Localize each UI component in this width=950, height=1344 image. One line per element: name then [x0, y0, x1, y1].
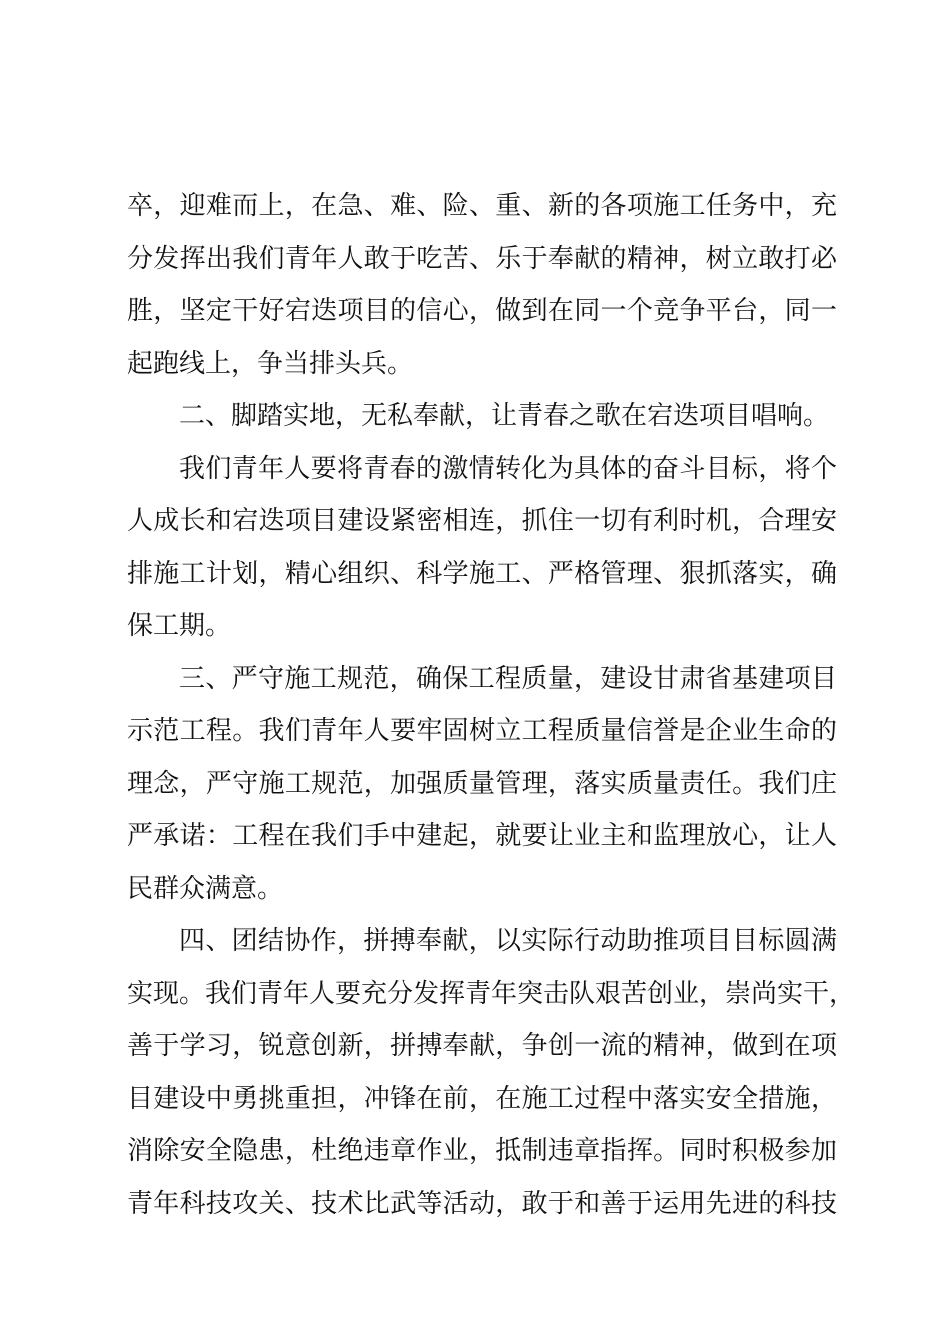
document-body	[127, 180, 856, 1230]
text-line: 分发挥出我们青年人敢于吃苦、乐于奉献的精神，树立敢打必	[127, 243, 837, 274]
text-line: 民群众满意。	[127, 873, 284, 904]
text-line: 卒，迎难而上，在急、难、险、重、新的各项施工任务中，充	[127, 191, 837, 221]
text-line: 目建设中勇挑重担，冲锋在前，在施工过程中落实安全措施，	[127, 1083, 837, 1114]
text-line: 实现。我们青年人要充分发挥青年突击队艰苦创业，崇尚实干，	[127, 978, 856, 1009]
text-line: 消除安全隐患，杜绝违章作业，抵制违章指挥。同时积极参加	[127, 1136, 837, 1166]
text-line: 严承诺：工程在我们手中建起，就要让业主和监理放心，让人	[127, 821, 837, 851]
text-line: 理念，严守施工规范，加强质量管理，落实质量责任。我们庄	[127, 768, 837, 799]
section-heading-4: 四、团结协作，拼搏奉献，以实际行动助推项目目标圆满	[179, 926, 837, 956]
section-heading-2: 二、脚踏实地，无私奉献，让青春之歌在宕迭项目唱响。	[179, 401, 830, 431]
text-line: 我们青年人要将青春的激情转化为具体的奋斗目标，将个	[179, 453, 837, 484]
text-line: 胜，坚定干好宕迭项目的信心，做到在同一个竞争平台，同一	[127, 296, 837, 326]
section-heading-3: 三、严守施工规范，确保工程质量，建设甘肃省基建项目	[179, 663, 837, 694]
text-line: 善于学习，锐意创新，拼搏奉献，争创一流的精神，做到在项	[127, 1031, 837, 1061]
text-line: 人成长和宕迭项目建设紧密相连，抓住一切有利时机，合理安	[127, 506, 837, 536]
text-line: 保工期。	[127, 611, 232, 641]
text-line: 示范工程。我们青年人要牢固树立工程质量信誉是企业生命的	[127, 716, 837, 746]
text-line: 排施工计划，精心组织、科学施工、严格管理、狠抓落实，确	[127, 558, 837, 589]
text-line: 青年科技攻关、技术比武等活动，敢于和善于运用先进的科技	[127, 1188, 837, 1219]
text-line: 起跑线上，争当排头兵。	[127, 348, 414, 379]
